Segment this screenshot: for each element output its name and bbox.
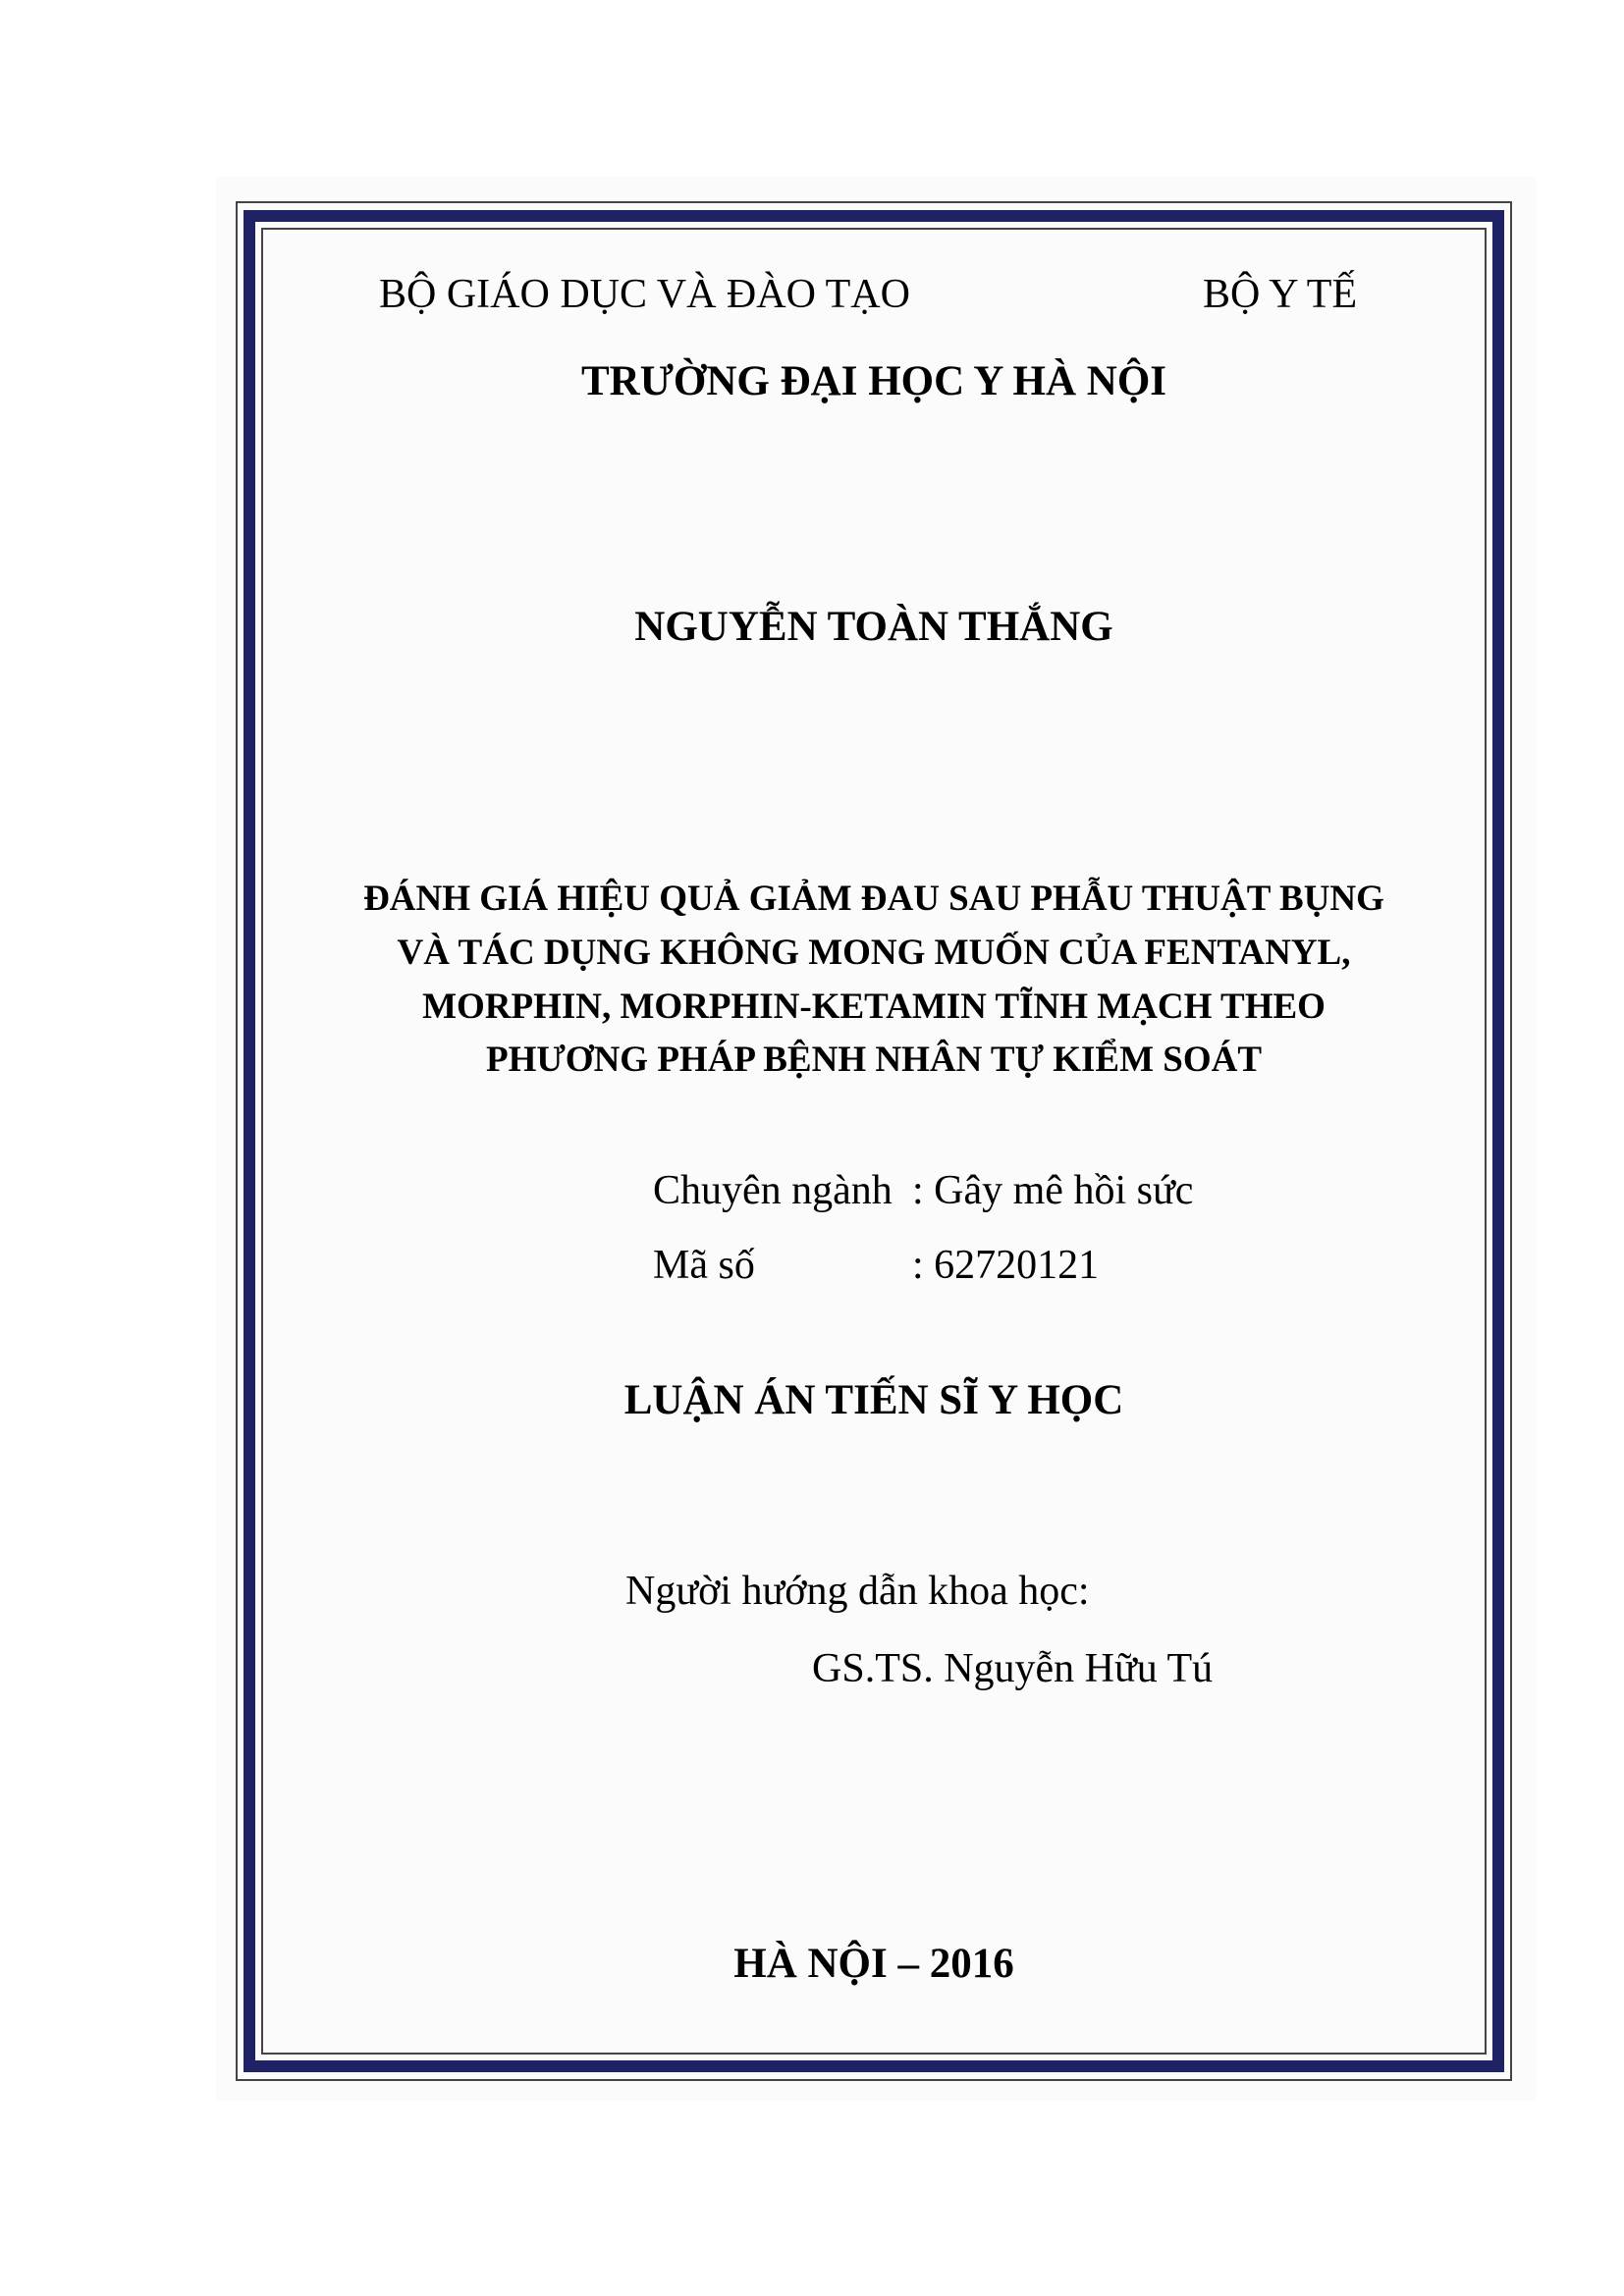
author-name: NGUYỄN TOÀN THẮNG [634,604,1113,650]
specialty-label: Chuyên ngành [653,1168,893,1213]
supervisor-name: GS.TS. Nguyễn Hữu Tú [812,1646,1214,1691]
code-label: Mã số [653,1243,755,1288]
supervisor-label: Người hướng dẫn khoa học: [625,1569,1090,1614]
place-and-year: HÀ NỘI – 2016 [733,1941,1014,1987]
thesis-title-line-3: MORPHIN, MORPHIN-KETAMIN TĨNH MẠCH THEO [422,987,1326,1027]
ministry-health: BỘ Y TẾ [1203,272,1358,317]
university-name: TRƯỜNG ĐẠI HỌC Y HÀ NỘI [580,358,1167,404]
thesis-title-line-2: VÀ TÁC DỤNG KHÔNG MONG MUỐN CỦA FENTANYL, [397,933,1351,973]
degree-title: LUẬN ÁN TIẾN SĨ Y HỌC [623,1377,1124,1423]
code-value: : 62720121 [912,1243,1100,1288]
ministry-education: BỘ GIÁO DỤC VÀ ĐÀO TẠO [379,272,910,317]
thesis-title-line-1: ĐÁNH GIÁ HIỆU QUẢ GIẢM ĐAU SAU PHẪU THUẬT BỤNG [363,879,1384,919]
frame-inner-line [261,228,1487,2055]
thesis-title-line-4: PHƯƠNG PHÁP BỆNH NHÂN TỰ KIỂM SOÁT [485,1040,1263,1080]
specialty-value: : Gây mê hồi sức [912,1168,1194,1213]
